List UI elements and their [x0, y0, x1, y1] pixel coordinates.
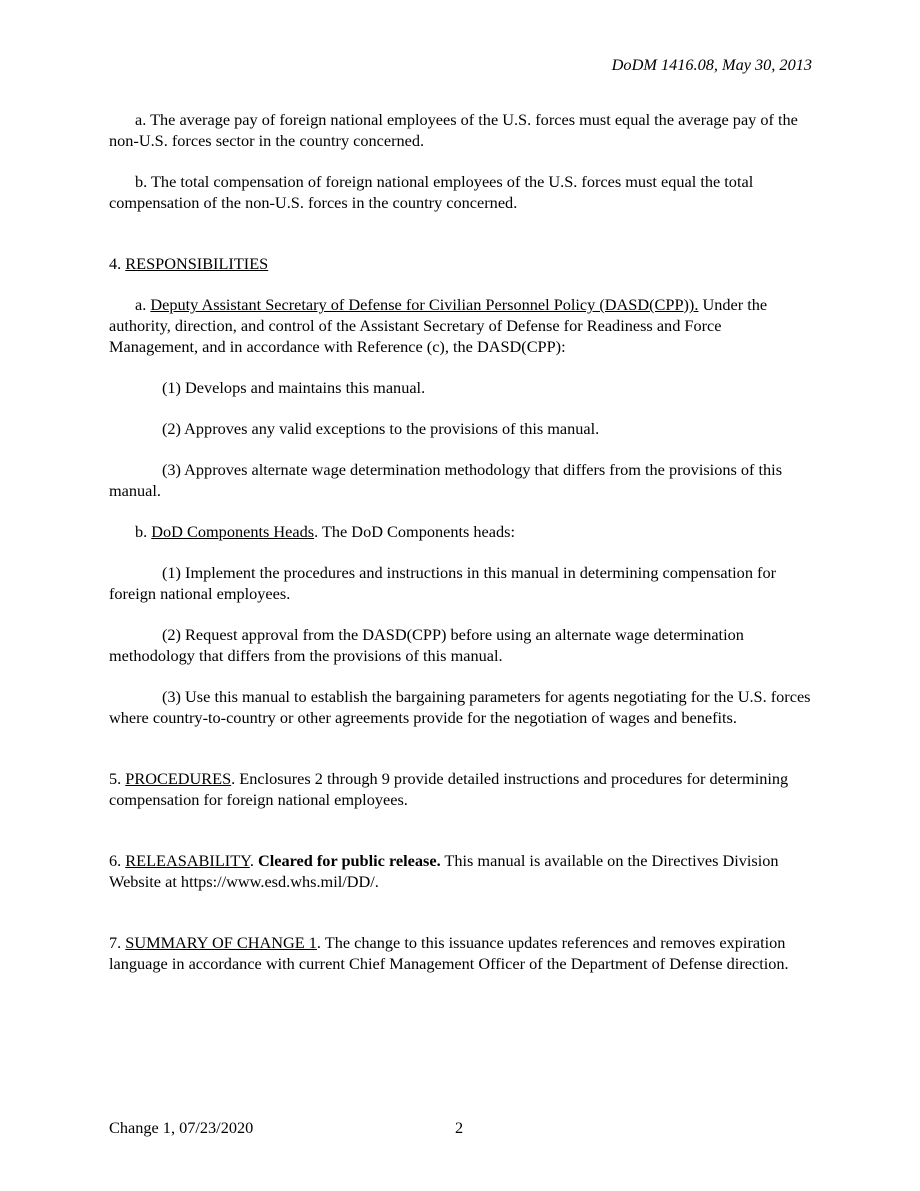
- section-number: 5.: [109, 769, 126, 788]
- paragraph-4a-title: Deputy Assistant Secretary of Defense for Civilian Personnel Policy (DASD(CPP)).: [150, 295, 699, 314]
- paragraph-4a: [109, 294, 813, 357]
- section-4-heading: [109, 253, 813, 274]
- paragraph-4b-body: . The DoD Components heads:: [314, 522, 516, 541]
- section-title: SUMMARY OF CHANGE 1: [125, 933, 317, 952]
- paragraph-4a-body: Under the authority, direction, and control of the Assistant Secretary of Defense for Readiness and Force Management, and in accordance with Reference (c), the DASD(CPP):: [109, 295, 768, 356]
- section-number: 6.: [109, 851, 126, 870]
- change-footer: Change 1, 07/23/2020: [109, 1118, 254, 1137]
- section-title: RESPONSIBILITIES: [125, 254, 269, 273]
- release-statement: Cleared for public release.: [257, 851, 441, 870]
- section-6-separator: .: [249, 851, 258, 870]
- section-7-body: . The change to this issuance updates references and removes expiration language in accordance with current Chief Management Officer of the Department of Defense direction.: [109, 933, 789, 973]
- paragraph-4b: [109, 521, 813, 542]
- paragraph-4b2: (2) Request approval from the DASD(CPP) before using an alternate wage determination methodology that differs from the provisions of this manual.: [109, 625, 744, 665]
- section-5: [109, 768, 813, 810]
- paragraph-4a2: (2) Approves any valid exceptions to the provisions of this manual.: [162, 419, 600, 438]
- document-body: [109, 109, 813, 974]
- paragraph-prefix: b.: [135, 522, 152, 541]
- paragraph-4b-title: DoD Components Heads: [151, 522, 315, 541]
- section-6-body: This manual is available on the Directives Division Website at https://www.esd.whs.mil/DD/.: [109, 851, 779, 891]
- section-6: [109, 850, 813, 892]
- page-number: 2: [455, 1118, 464, 1137]
- section-title: RELEASABILITY: [125, 851, 250, 870]
- paragraph-4b1: (1) Implement the procedures and instructions in this manual in determining compensation for foreign national employees.: [109, 563, 777, 603]
- paragraph-4a1: (1) Develops and maintains this manual.: [162, 378, 426, 397]
- paragraph-3a: a. The average pay of foreign national employees of the U.S. forces must equal the average pay of the non-U.S. forces sector in the country concerned.: [109, 110, 798, 150]
- document-reference-header: DoDM 1416.08, May 30, 2013: [611, 55, 812, 74]
- section-number: 7.: [109, 933, 126, 952]
- paragraph-prefix: a.: [135, 295, 151, 314]
- section-5-body: . Enclosures 2 through 9 provide detailed instructions and procedures for determining compensation for foreign national employees.: [109, 769, 789, 809]
- section-title: PROCEDURES: [125, 769, 232, 788]
- section-number: 4.: [109, 254, 126, 273]
- paragraph-4a3: (3) Approves alternate wage determination methodology that differs from the provisions of this manual.: [109, 460, 783, 500]
- paragraph-3b: b. The total compensation of foreign national employees of the U.S. forces must equal the total compensation of the non-U.S. forces in the country concerned.: [109, 172, 754, 212]
- paragraph-4b3: (3) Use this manual to establish the bargaining parameters for agents negotiating for the U.S. forces where country-to-country or other agreements provide for the negotiation of wages and benefits.: [109, 687, 811, 727]
- section-7: [109, 932, 813, 974]
